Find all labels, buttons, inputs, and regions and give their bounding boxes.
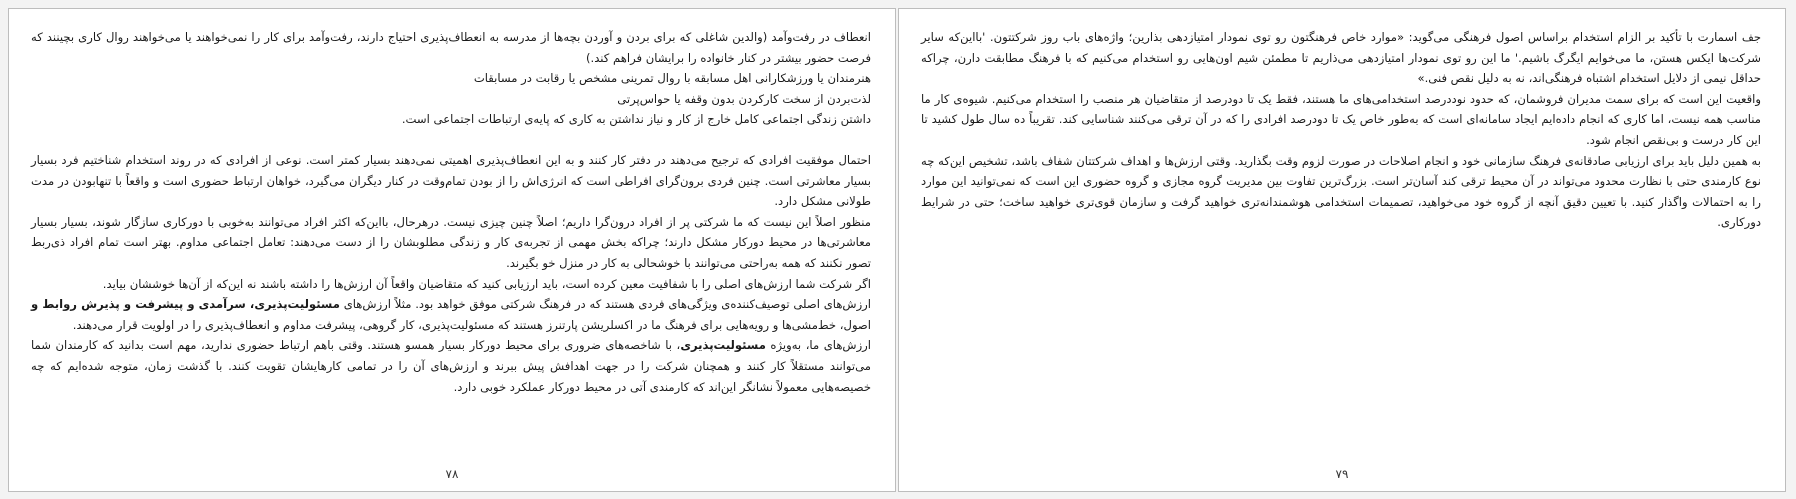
paragraph: انعطاف در رفت‌وآمد (والدین شاغلی که برای بردن و آوردن بچه‌ها از مدرسه به انعطاف‌پذیری احتیاج دارند، رفت‌وآمد برای کار را نمی‌خواهند یا می‌خواهند روال کاری بچینند که فرصت حضور بیشتر در کنار خانواده را برایشان فراهم کند.) xyxy=(31,30,871,65)
text-run: اصول، خط‌مشی‌ها و رویه‌هایی برای فرهنگ ما در اکسلریشن پارتنرز هستند که مسئولیت‌پذیری، کار گروهی، پیشرفت مداوم و انعطاف‌پذیری را در اولویت قرار می‌دهند. xyxy=(72,317,871,332)
bold-values: مسئولیت‌پذیری، سرآمدی و پیشرفت و پذیرش روابط و xyxy=(31,297,340,312)
text-run: ارزش‌های اصلی توصیف‌کننده‌ی ویژگی‌های فردی هستند که در فرهنگ شرکتی موفق خواهد بود. مثلاً ارزش‌های xyxy=(339,297,872,312)
right-page xyxy=(898,8,1786,492)
paragraph: به همین دلیل باید برای ارزیابی صادقانه‌ی فرهنگ سازمانی خود و انجام اصلاحات در صورت لزوم وقت بگذارید. وقتی ارزش‌ها و اهداف شرکتتان شفاف باشد، تشخیص این‌که چه نوع کارمندی حتی با نظارت محدود می‌تواند در آن محیط ترقی کند آسان‌تر است. بزرگ‌ترین تفاوت بین مدیریت گروه مجازی و گروه حضوری این است که نمی‌توانید این موارد را به احتمالات واگذار کنید. با تعیین دقیق آنچه از گروه خود می‌خواهید، تصمیمات استخدامی هوشمندانه‌تری خواهید گرفت و سازمان قوی‌تری خواهید ساخت؛ حتی در شرایط دورکاری. xyxy=(921,153,1761,230)
paragraph: منظور اصلاً این نیست که ما شرکتی پر از افراد درون‌گرا داریم؛ اصلاً چنین چیزی نیست. درهرحال، بااین‌که اکثر افراد می‌توانند به‌خوبی با دورکاری سازگار شوند، بسیار بسیار معاشرتی‌ها در محیط دورکار مشکل دارند؛ چراکه بخش مهمی از تجربه‌ی کار و زندگی مطلوبشان را از دست می‌دهند: تعامل اجتماعی مداوم. بهتر است تمام افراد ذی‌ربط تصور نکنند که همه به‌راحتی می‌توانند با خوشحالی به کار در منزل خو بگیرند. xyxy=(31,214,871,270)
paragraph: واقعیت این است که برای سمت مدیران فروشمان، که حدود نوددرصد استخدامی‌های ما هستند، فقط یک تا دودرصد از متقاضیان هر منصب را استخدام می‌کنیم. شیوه‌ی کار ما مناسب همه نیست، اما کاری که انجام داده‌ایم ایجاد سامانه‌ای است که به‌طور خاص یک تا دودرصد افرادی را که در آن ترقی می‌کنند شناسایی کند. تقریباً ده سال طول کشید تا این کار درست و بی‌نقص انجام شود. xyxy=(921,91,1761,147)
paragraph: اگر شرکت شما ارزش‌های اصلی را با شفافیت معین کرده است، باید ارزیابی کنید که متقاضیان واقعاً آن ارزش‌ها را داشته باشند نه این‌که از آن‌ها خوششان بیاید. xyxy=(102,276,871,291)
left-page-text xyxy=(31,27,871,397)
page-number: ۷۹ xyxy=(1335,467,1349,481)
text-run: ارزش‌های ما، به‌ویژه xyxy=(765,338,871,353)
paragraph xyxy=(31,335,871,397)
paragraph: احتمال موفقیت افرادی که ترجیح می‌دهند در دفتر کار کنند و به این انعطاف‌پذیری اهمیتی نمی‌دهند بسیار کمتر است. نوعی از افرادی که در روند استخدام شناختیم فرد بسیار بسیار معاشرتی است. چنین فردی برون‌گرای افراطی است که انرژی‌اش را از بودن تمام‌وقت در کنار دیگران می‌گیرد، خواهان ارتباط حضوری است و واقعاً با تنهابودن در مدت طولانی مشکل دارد. xyxy=(31,152,871,209)
page-number: ۷۸ xyxy=(445,467,459,481)
text-run: ، با شاخصه‌های ضروری برای محیط دورکار بسیار همسو هستند. وقتی باهم ارتباط حضوری ندارید، مهم است بدانید که کارمندان شما می‌توانند مستقلاً کار کنند و همچنان شرکت را در جهت اهدافش پیش ببرند و ارزش‌های آن را در تمامی کارهایشان تقویت کنند. با گذشت زمان، متوجه شده‌ایم که چه خصیصه‌هایی معمولاً نشانگر این‌اند که کارمندی آتی در محیط دورکار عملکرد خوبی دارد. xyxy=(31,338,871,394)
paragraph: لذت‌بردن از سخت کارکردن بدون وقفه یا حواس‌پرتی xyxy=(617,91,871,106)
paragraph: هنرمندان یا ورزشکارانی اهل مسابقه با روال تمرینی مشخص یا رقابت در مسابقات xyxy=(473,71,871,86)
bold-value: مسئولیت‌پذیری xyxy=(680,338,766,353)
paragraph: داشتن زندگی اجتماعی کامل خارج از کار و نیاز نداشتن به کاری که پایه‌ی ارتباطات اجتماعی است. xyxy=(401,112,871,127)
paragraph xyxy=(31,294,871,335)
right-page-text xyxy=(921,27,1761,233)
paragraph: جف اسمارت با تأکید بر الزام استخدام براساس اصول فرهنگی می‌گوید: «موارد خاص فرهنگتون رو توی نمودار امتیازدهی بذارین؛ واژه‌های باب روز شرکتتون. 'بااین‌که سایر شرکت‌ها ایکس هستن، ما می‌خوایم ایگرگ باشیم.' ما این رو توی نمودار امتیازدهی می‌ذاریم تا مطمئن شیم اون‌هایی رو استخدام می‌کنیم که با فرهنگ مطابقت دارن، چراکه حداقل نیمی از دلایل استخدام اشتباه فرهنگی‌اند، نه به دلیل نقص فنی.» xyxy=(921,30,1761,86)
left-page xyxy=(8,8,896,492)
